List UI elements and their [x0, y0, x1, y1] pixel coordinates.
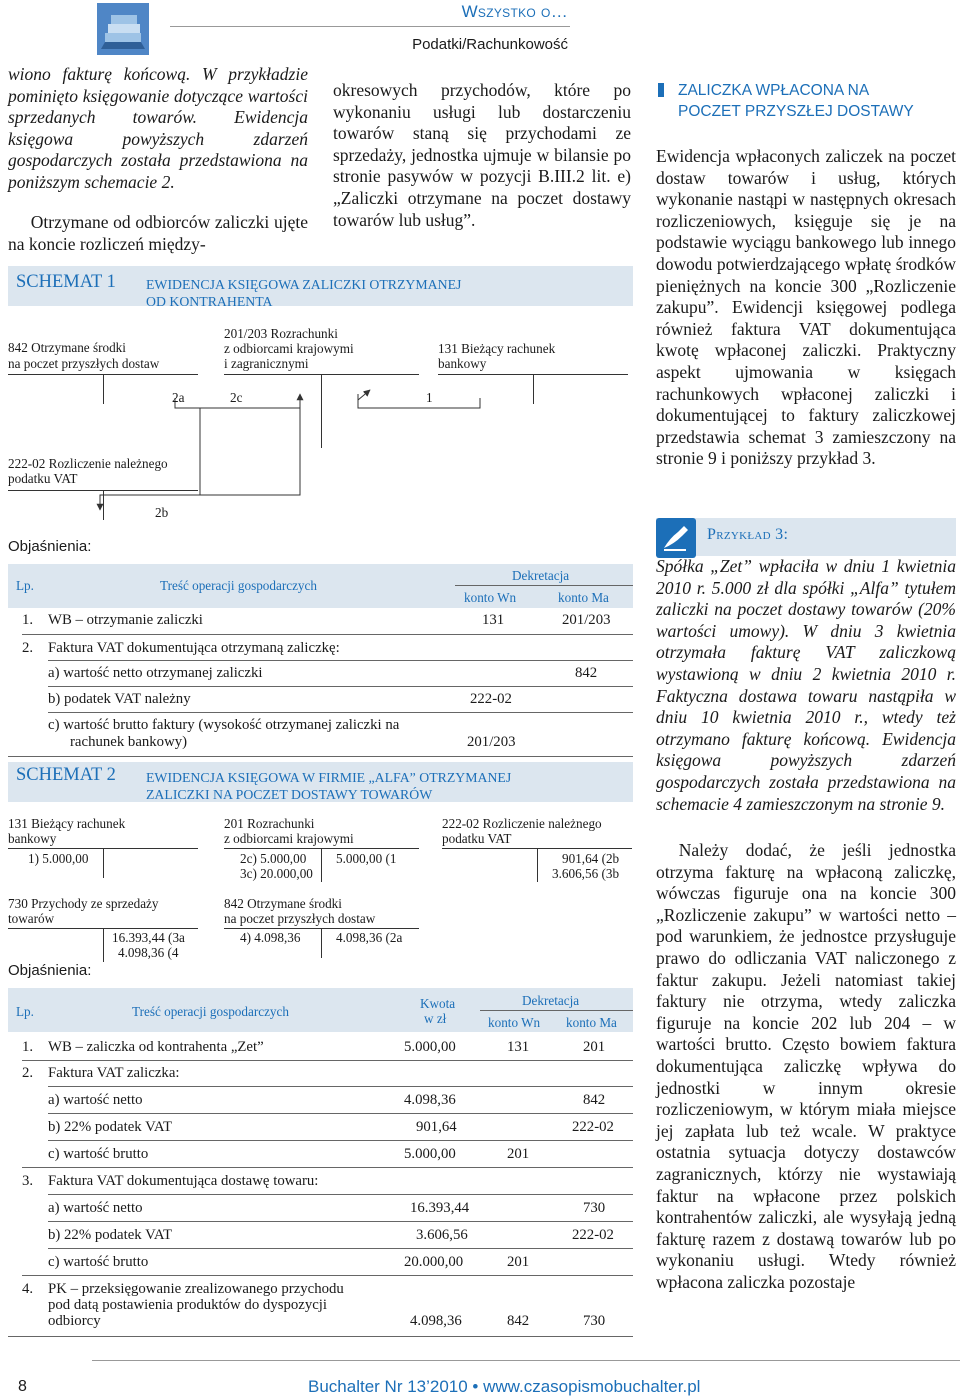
- table-row-wn: 222-02: [470, 691, 512, 707]
- table-row-text: PK – przeksięgowanie zrealizowanego przychodu: [48, 1281, 344, 1297]
- row-rule: [48, 686, 633, 687]
- schema-2-th-kwota-1: Kwota: [420, 996, 456, 1011]
- table-row-text: a) wartość netto: [48, 1200, 143, 1216]
- schema-1-th-ma: konto Ma: [558, 590, 609, 605]
- account-201-line-3: i zagranicznymi: [224, 356, 309, 371]
- column-1-text: wiono fakturę końcową. W przykładzie pominięto księgowanie dotyczące wartości sprzedanych towarów. Ewidencja księgowa powyższych zdarzeń gospodarczych została przedstawiona na poniższym schemacie 2.: [8, 64, 308, 192]
- row-rule: [48, 1221, 633, 1222]
- table-row-kwota: 20.000,00: [404, 1254, 464, 1270]
- schema-2-th-dekretacja: Dekretacja: [522, 993, 580, 1008]
- table-row-ma: 842: [583, 1092, 606, 1108]
- table-row-kwota: 4.098,36: [410, 1313, 462, 1329]
- pen-icon: [656, 518, 696, 558]
- schema-1-th-lp: Lp.: [16, 578, 34, 593]
- table-row-text: b) 22% podatek VAT: [48, 1227, 172, 1243]
- table-row-lp: 2.: [22, 1065, 34, 1081]
- row-rule: [22, 1167, 633, 1168]
- footer-text: Buchalter Nr 13’2010 • www.czasopismobuchalter.pl: [308, 1377, 701, 1396]
- table-bottom-rule: [8, 756, 633, 757]
- account-131-line-2: bankowy: [438, 356, 487, 371]
- account-131-line-2: bankowy: [8, 831, 57, 846]
- row-rule: [22, 634, 633, 635]
- row-rule: [48, 1113, 633, 1114]
- account-222-line-2: podatku VAT: [442, 831, 512, 846]
- table-row-text: b) 22% podatek VAT: [48, 1119, 172, 1135]
- paragraph: Należy dodać, że jeśli jednostka otrzyma fakturę na wpłaconą zaliczkę, wówczas figuruje ona na koncie 300 „Rozliczenie zakupu” w wartości netto – pod warunkiem, że jednostce przysługuje prawo do odliczania VAT naliczonego z faktur zakupu. Jeżeli natomiast takiej faktury nie otrzyma, wtedy zaliczka figuruje na koncie 202 lub 204 – w wartości brutto. Często bowiem faktura dokumentująca zaliczkę wpływa do jednostki w innym okresie rozliczeniowym, w którym miała miejsce jej zapłata lub też wcale. W praktyce ostatnia sytuacja dotyczy dostawców zagranicznych, którzy nie wystawiają faktur na wpłacone przez polskich kontrahentów zaliczki, ale wysyłają jedną fakturę razem z dostawą towarów lub po wykonaniu usługi. Wtedy również wpłacona zaliczka pozostaje: [656, 840, 956, 1292]
- t-account-201-divider: [321, 848, 322, 882]
- table-row-text: b) podatek VAT należny: [48, 691, 191, 707]
- table-row-text-continued: pod datą postawienia produktów do dyspozycji: [48, 1297, 328, 1313]
- paragraph: Otrzymane od odbiorców zaliczki ujęte na koncie rozliczeń między-: [8, 212, 308, 254]
- table-row-lp: 3.: [22, 1173, 34, 1189]
- account-730-line-2: towarów: [8, 911, 55, 926]
- table-bottom-rule: [8, 1336, 633, 1337]
- t-account-730-divider: [103, 928, 104, 962]
- footer-rule: [92, 1360, 960, 1361]
- magazine-logo: [97, 3, 149, 55]
- table-row-wn: 201/203: [467, 734, 516, 750]
- section-title-line-2: POCZET PRZYSZŁEJ DOSTAWY: [678, 103, 914, 120]
- table-row-ma: 201/203: [562, 612, 611, 628]
- schema-1-tag: SCHEMAT 1: [16, 272, 116, 292]
- row-rule: [48, 1086, 633, 1087]
- t-account-842-divider: [321, 928, 322, 958]
- table-row-wn: 131: [482, 612, 505, 628]
- table-row-text-continued: rachunek bankowy): [70, 734, 188, 750]
- schema-2-th-kwota-2: w zł: [424, 1011, 447, 1026]
- table-row-wn: 201: [507, 1254, 530, 1270]
- row-rule: [22, 1275, 633, 1276]
- t-account-entry: 2c) 5.000,00: [240, 851, 307, 866]
- example-title: Przykład 3:: [707, 526, 789, 543]
- schema-1-th-tresc: Treść operacji gospodarczych: [160, 578, 317, 593]
- t-account-entry: 3c) 20.000,00: [240, 866, 313, 881]
- table-row-kwota: 4.098,36: [404, 1092, 456, 1108]
- section-title-line-1: ZALICZKA WPŁACONA NA: [678, 82, 870, 99]
- account-730-line-1: 730 Przychody ze sprzedaży: [8, 896, 159, 911]
- account-222-line-2: podatku VAT: [8, 471, 78, 486]
- account-201-line-1: 201 Rozrachunki: [224, 816, 315, 831]
- header-title: Wszystko o…: [461, 2, 568, 21]
- row-rule: [48, 712, 633, 713]
- table-row-ma: 730: [583, 1313, 606, 1329]
- table-row-text: a) wartość netto: [48, 1092, 143, 1108]
- column-3-text-continued: [656, 840, 956, 1293]
- account-201-line-1: 201/203 Rozrachunki: [224, 326, 338, 341]
- t-account-entry: 901,64 (2b: [562, 851, 620, 866]
- t-account-entry: 5.000,00 (1: [336, 851, 397, 866]
- schema-2-th-rule: [480, 1010, 633, 1011]
- schema-1-title-2: OD KONTRAHENTA: [146, 294, 273, 309]
- table-row-ma: 730: [583, 1200, 606, 1216]
- schema-2-tag: SCHEMAT 2: [16, 765, 116, 785]
- account-131-line-1: 131 Bieżący rachunek: [8, 816, 126, 831]
- page-number: 8: [18, 1378, 27, 1395]
- t-account-222-divider: [103, 490, 104, 520]
- table-row-text: c) wartość brutto: [48, 1146, 149, 1162]
- schema-1-flow-arrows: [0, 360, 640, 540]
- table-row-text-continued: odbiorcy: [48, 1313, 101, 1329]
- table-row-kwota: 901,64: [416, 1119, 457, 1135]
- table-row-text: WB – otrzymanie zaliczki: [48, 612, 203, 628]
- section-marker: [658, 83, 664, 97]
- t-account-222-divider: [537, 848, 538, 882]
- flow-mark-1: 1: [426, 390, 433, 405]
- table-row-lp: 1.: [22, 1039, 34, 1055]
- schema-2-th-wn: konto Wn: [488, 1015, 541, 1030]
- header-subtitle: Podatki/Rachunkowość: [412, 36, 568, 53]
- schema-1-title-1: EWIDENCJA KSIĘGOWA ZALICZKI OTRZYMANEJ: [146, 277, 462, 292]
- schema-2-explanations-label: Objaśnienia:: [8, 962, 92, 979]
- t-account-entry: 3.606,56 (3b: [552, 866, 620, 881]
- table-row-lp: 4.: [22, 1281, 34, 1297]
- account-842-line-2: na poczet przyszłych dostaw: [224, 911, 376, 926]
- account-222-line-1: 222-02 Rozliczenie należnego: [442, 816, 602, 831]
- table-row-ma: 222-02: [572, 1119, 614, 1135]
- account-222-line-1: 222-02 Rozliczenie należnego: [8, 456, 168, 471]
- t-account-entry: 4.098,36 (2a: [336, 930, 403, 945]
- row-rule: [48, 660, 633, 661]
- table-row-kwota: 5.000,00: [404, 1039, 456, 1055]
- table-row-ma: 201: [583, 1039, 606, 1055]
- table-row-ma: 222-02: [572, 1227, 614, 1243]
- column-1-text-continued: [8, 212, 308, 255]
- flow-mark-2c: 2c: [230, 390, 243, 405]
- table-row-text: WB – zaliczka od kontrahenta „Zet”: [48, 1039, 264, 1055]
- schema-2-title-1: EWIDENCJA KSIĘGOWA W FIRMIE „ALFA” OTRZYMANEJ: [146, 770, 512, 785]
- table-row-ma: 842: [575, 665, 598, 681]
- t-account-131-divider: [103, 848, 104, 878]
- row-rule: [48, 1194, 633, 1195]
- row-rule: [48, 1248, 633, 1249]
- row-rule: [48, 1140, 633, 1141]
- table-row-kwota: 16.393,44: [410, 1200, 470, 1216]
- row-rule: [22, 1060, 633, 1061]
- schema-2-title-2: ZALICZKI NA POCZET DOSTAWY TOWARÓW: [146, 787, 433, 802]
- t-account-entry: 16.393,44 (3a: [112, 930, 185, 945]
- account-201-line-2: z odbiorcami krajowymi: [224, 341, 354, 356]
- example-header-band: [656, 518, 956, 556]
- t-account-entry: 1) 5.000,00: [28, 851, 89, 866]
- flow-mark-2a: 2a: [172, 390, 185, 405]
- t-account-entry: 4) 4.098,36: [240, 930, 301, 945]
- schema-1-explanations-label: Objaśnienia:: [8, 538, 92, 555]
- schema-2-th-ma: konto Ma: [566, 1015, 617, 1030]
- schema-2-th-lp: Lp.: [16, 1004, 34, 1019]
- table-row-text: Faktura VAT dokumentująca dostawę towaru:: [48, 1173, 319, 1189]
- account-201-line-2: z odbiorcami krajowymi: [224, 831, 354, 846]
- table-row-text: a) wartość netto otrzymanej zaliczki: [48, 665, 263, 681]
- table-row-wn: 201: [507, 1146, 530, 1162]
- table-row-lp: 1.: [22, 612, 34, 628]
- account-842-line-1: 842 Otrzymane środki: [8, 340, 126, 355]
- table-row-lp: 2.: [22, 640, 34, 656]
- column-3-text: Ewidencja wpłaconych zaliczek na poczet dostaw towarów i usług, których wykonanie nastąpi w następnych okresach rozliczeniowych, księguje się je na podstawie wyciągu bankowego lub innego dowodu potwierdzającego wpłatę środków pieniężnych na koncie 300 „Rozliczenie zakupu”. Ewidencji księgowej podlega również faktura VAT dokumentująca kwotę wpłaconej zaliczki. Praktyczny aspekt ujmowania w księgach rachunkowych wpłaconej zaliczki i dokumentującej to faktury zaliczkowej przedstawia schemat 3 zamieszczony na stronie 9 i poniższy przykład 3.: [656, 146, 956, 469]
- account-842-line-1: 842 Otrzymane środki: [224, 896, 342, 911]
- schema-1-th-wn: konto Wn: [464, 590, 517, 605]
- table-row-kwota: 3.606,56: [416, 1227, 468, 1243]
- example-text: Spółka „Zet” wpłaciła w dniu 1 kwietnia 2010 r. 5.000 zł dla spółki „Alfa” tytułem zaliczki na poczet dostawy towarów (20% wartości umowy). W dniu 3 kwietnia otrzymała fakturę VAT zaliczkową wystawioną w dniu 2 kwietnia 2010 r. Faktyczna dostawa towaru nastąpiła w dniu 10 kwietnia 2010 r., wtedy też otrzymano fakturę końcową. Ewidencja księgowa powyższych zdarzeń gospodarczych została przedstawiona na schemacie 4 zamieszczonym na stronie 9.: [656, 556, 956, 814]
- flow-mark-2b: 2b: [155, 505, 169, 520]
- account-131-line-1: 131 Bieżący rachunek: [438, 341, 556, 356]
- table-row-kwota: 5.000,00: [404, 1146, 456, 1162]
- schema-2-th-tresc: Treść operacji gospodarczych: [132, 1004, 289, 1019]
- table-row-text: c) wartość brutto: [48, 1254, 149, 1270]
- column-2-text: okresowych przychodów, które po wykonaniu usługi lub dostarczeniu towarów staną się przychodami ze sprzedaży, jednostka ujmuje w bilansie po stronie pasywów w pozycji B.III.2 lit. e) „Zaliczki otrzymane na poczet dostawy towarów lub usług”.: [333, 80, 631, 230]
- table-row-wn: 842: [507, 1313, 530, 1329]
- account-842-line-2: na poczet przyszłych dostaw: [8, 356, 160, 371]
- table-row-text: Faktura VAT zaliczka:: [48, 1065, 180, 1081]
- t-account-entry: 4.098,36 (4: [118, 945, 179, 960]
- table-row-text: c) wartość brutto faktury (wysokość otrzymanej zaliczki na: [48, 717, 400, 733]
- header-rule: [170, 26, 570, 27]
- schema-1-th-dekretacja: Dekretacja: [512, 568, 570, 583]
- table-row-text: Faktura VAT dokumentująca otrzymaną zaliczkę:: [48, 640, 340, 656]
- table-row-wn: 131: [507, 1039, 530, 1055]
- schema-1-th-rule: [455, 585, 633, 586]
